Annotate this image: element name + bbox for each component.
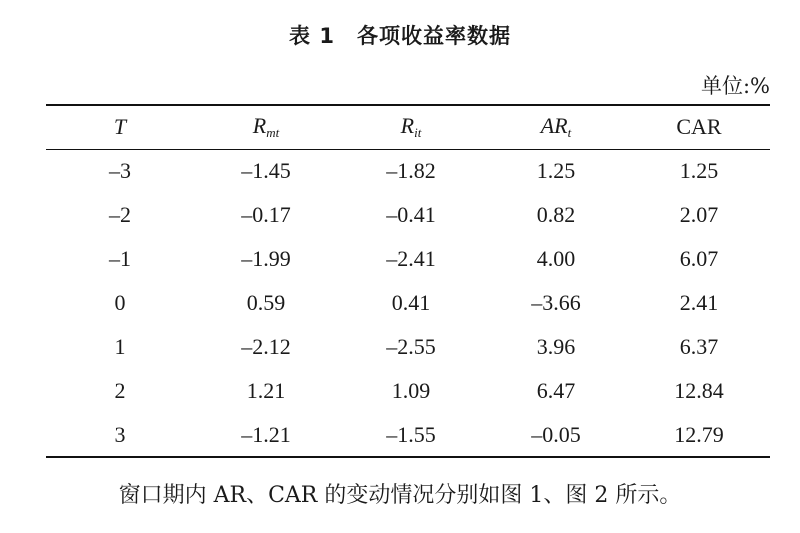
table-cell: 1.25 [536,158,576,184]
table-cell: –2.55 [386,334,436,359]
unit-label: 单位:% [700,74,770,98]
table-cell: –3.66 [531,290,581,315]
table-cell: 0.41 [391,290,431,315]
table-row [46,149,770,193]
table-row [46,325,770,369]
table-cell: –0.05 [484,413,628,457]
table-cell: 0 [114,290,126,315]
table-cell: –2.12 [241,334,291,359]
header-art: $AR_t$ [484,105,628,149]
table-cell: 3.96 [536,334,576,359]
table-cell: 6.47 [536,378,576,403]
table-cell: 1.21 [246,378,286,403]
table-row [46,413,770,457]
table-cell: –1.99 [241,246,291,271]
table-cell: –2.41 [386,246,436,271]
table-title: 表 1 各项收益率数据 [289,24,511,48]
table-cell: –1.45 [241,158,291,184]
table-cell: –1.55 [338,413,484,457]
table-cell: –1.82 [386,158,436,184]
table-cell: 6.07 [679,246,719,271]
table-cell: 6.37 [679,334,719,359]
table-row [46,237,770,281]
table-cell: –0.41 [386,202,436,227]
returns-table [46,104,770,458]
table-cell: –0.17 [241,202,291,227]
table-cell: 0.82 [536,202,576,227]
header-row [46,105,770,149]
table-cell: 2.07 [679,202,719,227]
table-cell: 0.59 [246,290,286,315]
table-cell: 12.79 [628,413,770,457]
table-cell: 2 [114,378,126,403]
table-cell: –1.21 [194,413,338,457]
header-rit: $R_{it}$ [338,105,484,149]
table-cell: 1.09 [391,378,431,403]
table-cell: 4.00 [536,246,576,271]
header-car: CAR [628,105,770,149]
table-cell: 2.41 [679,290,719,315]
table-cell: 3 [46,413,194,457]
table-cell: 1.25 [679,158,719,184]
header-t: T [46,105,194,149]
header-rmt: $R_{mt}$ [194,105,338,149]
table-cell: –2 [109,202,131,227]
table-row [46,193,770,237]
table-cell: –1 [109,246,131,271]
table-cell: –3 [109,158,131,184]
table-row [46,369,770,413]
table-row [46,281,770,325]
table-cell: 12.84 [674,378,724,403]
table-cell: 1 [114,334,126,359]
caption-text: 窗口期内 AR、CAR 的变动情况分别如图 1、图 2 所示。 [118,483,682,508]
